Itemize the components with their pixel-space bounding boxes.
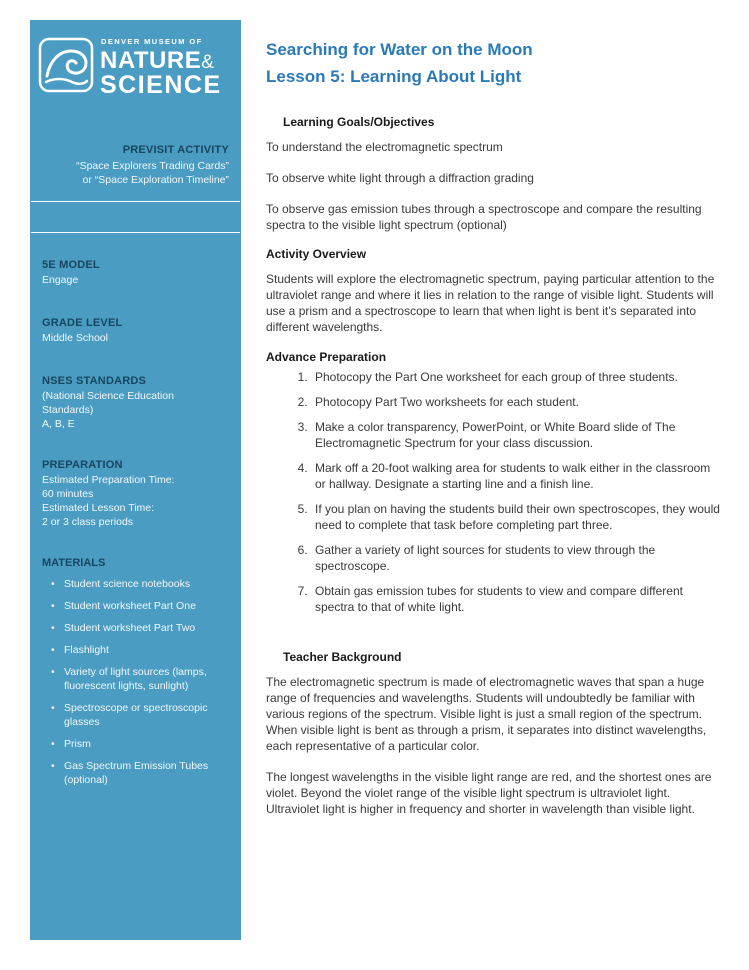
advance-preparation-heading: Advance Preparation	[266, 350, 387, 364]
activity-overview-heading: Activity Overview	[266, 247, 367, 261]
materials-item: • Variety of light sources (lamps, fluorescent lights, sunlight)	[42, 665, 229, 693]
section-heading: 5E MODEL	[42, 258, 100, 271]
logo-nature: NATURE&	[100, 46, 215, 74]
sidebar-section-5e-model	[30, 259, 241, 287]
document-title-line-1: Searching for Water on the Moon	[266, 40, 533, 59]
materials-item: • Student worksheet Part One	[42, 599, 229, 613]
section-heading: PREPARATION	[42, 458, 123, 471]
section-heading: NSES STANDARDS	[42, 374, 147, 387]
divider	[31, 232, 240, 233]
materials-item: • Gas Spectrum Emission Tubes (optional)	[42, 759, 229, 787]
divider	[31, 201, 240, 202]
section-heading: GRADE LEVEL	[42, 316, 123, 329]
preparation-step: 2. Photocopy Part Two worksheets for each student.	[311, 394, 722, 410]
background-paragraph: The longest wavelengths in the visible light range are red, and the shortest ones are violet. Beyond the violet range of the visible light spectrum is ultraviolet light. Ultraviolet light is higher in frequency and shorter in wavelength than visible light.	[266, 770, 712, 816]
sidebar-section-nses-standards	[30, 375, 241, 431]
wave-shell-icon	[38, 36, 94, 94]
materials-heading: MATERIALS	[42, 556, 106, 569]
goal-paragraph: To understand the electromagnetic spectrum	[266, 140, 503, 154]
activity-overview-paragraph: Students will explore the electromagnetic spectrum, paying particular attention to the ultraviolet range and where it lies in relation to the range of visible light. Students will use a prism and a spectroscope to learn that when light is bent it’s separated into different wavelengths.	[266, 272, 715, 334]
section-line: (National Science Education	[42, 389, 174, 402]
goal-paragraph: To observe white light through a diffraction grading	[266, 171, 534, 185]
lesson-content	[266, 36, 722, 830]
preparation-step: 1. Photocopy the Part One worksheet for each group of three students.	[311, 369, 722, 385]
previsit-line-2: or “Space Exploration Timeline”	[82, 173, 229, 186]
section-line: Middle School	[42, 331, 108, 344]
page-title	[266, 36, 722, 90]
logo-topline: DENVER MUSEUM OF	[101, 37, 203, 46]
section-line: Engage	[42, 273, 79, 286]
section-line: Standards)	[42, 403, 94, 416]
preparation-step: 4. Mark off a 20-foot walking area for students to walk either in the classroom or hallway. Designate a starting line and a finish line.	[311, 460, 722, 492]
advance-preparation-list	[293, 369, 722, 615]
preparation-step: 5. If you plan on having the students build their own spectroscopes, they would need to complete that task before completing part three.	[311, 501, 722, 533]
sidebar-section-preparation	[30, 459, 241, 529]
previsit-line-1: “Space Explorers Trading Cards”	[76, 159, 229, 172]
preparation-step: 6. Gather a variety of light sources for students to view through the spectroscope.	[311, 542, 722, 574]
materials-item: • Flashlight	[42, 643, 229, 657]
logo-science: SCIENCE	[100, 70, 222, 99]
section-line: 60 minutes	[42, 487, 94, 500]
background-paragraph: The electromagnetic spectrum is made of electromagnetic waves that span a huge range of frequencies and wavelengths. Students will undoubtedly be familiar with various regions of the spectrum. Visible light is just a small region of the spectrum. When visible light is bent as through a prism, it separates into distinct wavelengths, each representative of a particular color.	[266, 675, 707, 753]
teacher-background-heading: Teacher Background	[283, 650, 402, 664]
museum-logo	[30, 20, 241, 98]
goal-paragraph: To observe gas emission tubes through a spectroscope and compare the resulting spectra to the visible light spectrum (optional)	[266, 202, 702, 232]
preparation-step: 3. Make a color transparency, PowerPoint, or White Board slide of The Electromagnetic Spectrum for your class discussion.	[311, 419, 722, 451]
section-line: A, B, E	[42, 417, 75, 430]
preparation-step: 7. Obtain gas emission tubes for students to view and compare different spectra to that of white light.	[311, 583, 722, 615]
section-line: Estimated Preparation Time:	[42, 473, 175, 486]
section-line: Estimated Lesson Time:	[42, 501, 155, 514]
materials-list	[42, 577, 229, 787]
sidebar	[30, 20, 241, 940]
sidebar-section-grade-level	[30, 317, 241, 345]
materials-item: • Student worksheet Part Two	[42, 621, 229, 635]
document-title-line-2: Lesson 5: Learning About Light	[266, 67, 522, 86]
materials-item: • Spectroscope or spectroscopic glasses	[42, 701, 229, 729]
previsit-heading: PREVISIT ACTIVITY	[122, 143, 229, 156]
logo-wordmark	[100, 36, 222, 98]
materials-item: • Student science notebooks	[42, 577, 229, 591]
materials-item: • Prism	[42, 737, 229, 751]
section-line: 2 or 3 class periods	[42, 515, 134, 528]
sidebar-section-materials	[30, 557, 241, 787]
previsit-activity-block	[30, 144, 241, 187]
learning-goals-heading: Learning Goals/Objectives	[283, 115, 435, 129]
